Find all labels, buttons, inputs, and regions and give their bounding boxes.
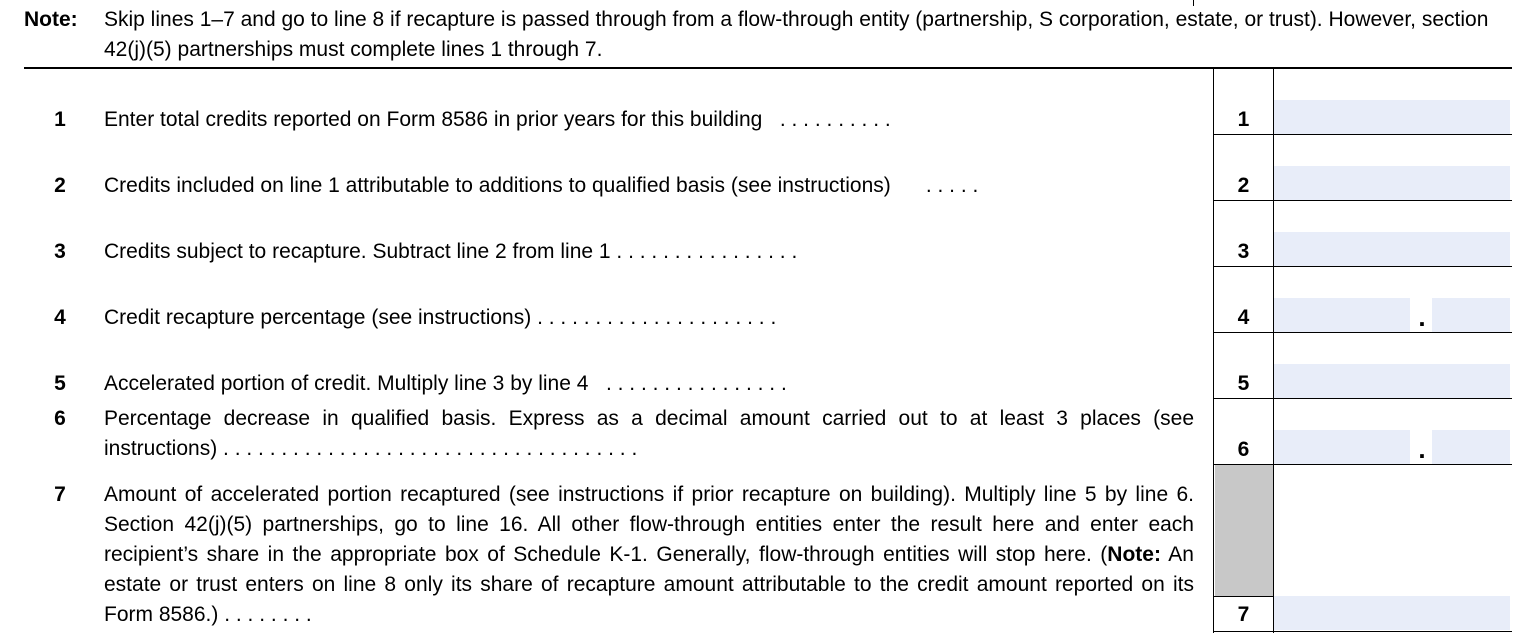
line-6-decimal-point: . [1418,434,1426,464]
top-tick [1193,0,1194,6]
line-4-percentage-fraction-field[interactable] [1432,298,1510,332]
line-2-amount-field[interactable] [1274,166,1510,200]
line-2-number: 2 [54,174,66,197]
note-text: Skip lines 1–7 and go to line 8 if recapture is passed through from a flow-through entity (partnership, S corporation, estate, or trust). However, section 42(j)(5) partnerships must complete lines 1 through 7. [104,8,1489,61]
line-1-description: Enter total credits reported on Form 8586 in prior years for this building . . . . . . . . . . [104,108,891,131]
line-1-field-rule [1274,134,1512,135]
line-7-shaded-area [1215,465,1273,596]
note-divider [24,67,1512,69]
line-7-description: Amount of accelerated portion recaptured (see instructions if prior recapture on building). Multiply line 5 by line 6. Section 42(j)(5) partnerships, go to line 16. All other flow-through entities enter the result here and enter each recipient’s share in the appropriate box of Schedule K-1. Generally, flow-through entities will stop here. (Note: An estate or trust enters on line 8 only its share of recapture amount attributable to the credit amount reported on its Form 8586.) . . . . . . . . [104,483,1194,626]
line-6-number: 6 [54,407,66,430]
line-5-number: 5 [54,372,66,395]
line-7-number: 7 [54,483,66,506]
line-3-box-number: 3 [1237,240,1250,263]
line-6-decimal-fraction-field[interactable] [1432,430,1510,464]
line-4-decimal-point: . [1418,302,1426,332]
line-7-rule [1214,631,1512,632]
line-4-description: Credit recapture percentage (see instructions) . . . . . . . . . . . . . . . . . . . . . [104,306,777,329]
line-7-note-label: Note: [1107,543,1161,566]
line-7-amount-field[interactable] [1274,596,1510,630]
line-7-shade-bottom-rule [1214,596,1274,597]
line-2-description: Credits included on line 1 attributable to additions to qualified basis (see instructions) . . . . . [104,174,979,197]
line-4-number: 4 [54,306,66,329]
line-5-description: Accelerated portion of credit. Multiply line 3 by line 4 . . . . . . . . . . . . . . . . [104,372,787,395]
line-7-box-number: 7 [1237,603,1250,626]
line-2-box-number: 2 [1237,174,1250,197]
line-5-amount-field[interactable] [1274,364,1510,398]
line-3-description: Credits subject to recapture. Subtract line 2 from line 1 . . . . . . . . . . . . . . . . [104,240,798,263]
line-4-percentage-whole-field[interactable] [1274,298,1410,332]
line-5-box-number: 5 [1237,372,1250,395]
note-label: Note: [24,8,78,31]
line-3-number: 3 [54,240,66,263]
box-column-left-border [1213,68,1214,633]
line-1-amount-field[interactable] [1274,100,1510,134]
line-1-number: 1 [54,108,66,131]
line-4-box-number: 4 [1237,306,1250,329]
line-3-amount-field[interactable] [1274,232,1510,266]
line-1-box-number: 1 [1237,108,1250,131]
line-6-box-number: 6 [1237,438,1250,461]
line-6-description: Percentage decrease in qualified basis. Express as a decimal amount carried out to at least 3 places (see instructions) . . . . . . . . . . . . . . . . . . . . . . . . . . . . . . . . . . . . [104,407,1194,460]
line-6-decimal-whole-field[interactable] [1274,430,1410,464]
box-column-right-border [1273,68,1274,633]
